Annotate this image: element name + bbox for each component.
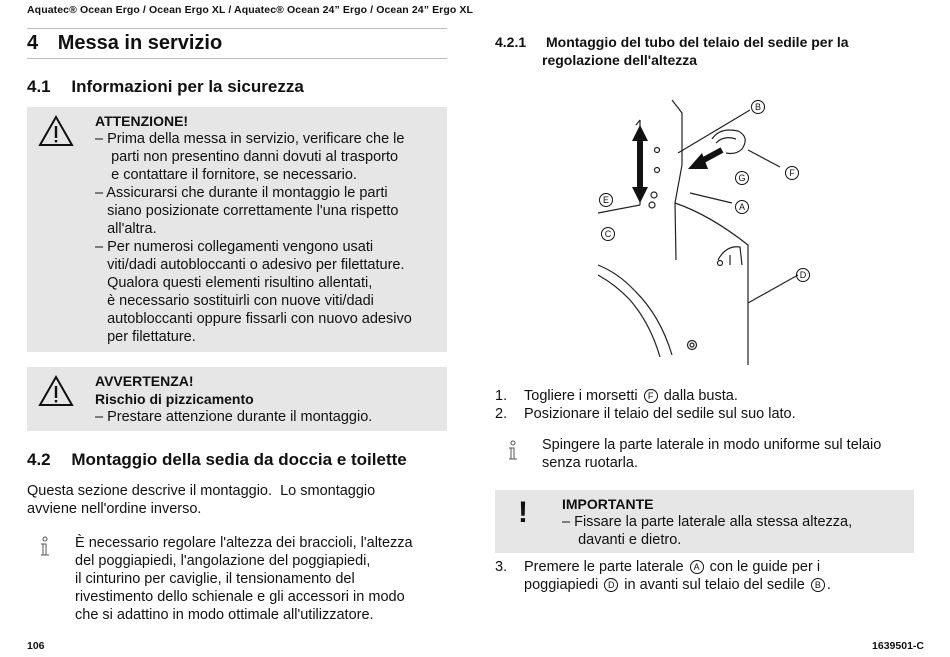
step-2-text: Posizionare il telaio del sedile sul suo lato.: [524, 406, 796, 422]
attenzione-title: ATTENZIONE!: [95, 113, 189, 129]
attenzione-line: autobloccanti oppure fissarli con nuovo adesivo: [95, 311, 412, 327]
importante-box: [495, 490, 914, 553]
subsection-title-line: regolazione dell'altezza: [542, 52, 698, 68]
exclamation-icon: !: [518, 496, 528, 529]
info-line: rivestimento dello schienale e gli accessori in modo: [75, 589, 405, 605]
ref-f: F: [644, 389, 658, 403]
intro-line: avviene nell'ordine inverso.: [27, 501, 202, 517]
section-4-1-heading: [27, 77, 304, 97]
info-line: È necessario regolare l'altezza dei braccioli, l'altezza: [75, 535, 413, 551]
info2-line: senza ruotarla.: [542, 455, 638, 471]
info-line: del poggiapiedi, l'angolazione del poggiapiedi,: [75, 553, 371, 569]
header-rule-left: [27, 28, 447, 29]
figure-label-b: B: [749, 98, 767, 116]
attenzione-box: [27, 107, 447, 352]
section-4-2-heading: [27, 450, 407, 470]
info-icon: [38, 536, 52, 558]
info-line: il cinturino per caviglie, il tensionamento del: [75, 571, 355, 587]
figure-label-c: C: [599, 225, 617, 243]
ref-d: D: [604, 578, 618, 592]
figure-label-g: G: [733, 169, 751, 187]
step-3-text-cont: poggiapiedi D in avanti sul telaio del sedile B .: [524, 577, 831, 593]
warning-triangle-icon: [38, 115, 74, 147]
document-id: 1639501-C: [872, 640, 924, 652]
ref-a: A: [690, 560, 704, 574]
step-1-text: Togliere i morsetti F dalla busta.: [524, 388, 738, 404]
section-title: Messa in servizio: [57, 32, 223, 54]
page-number: 106: [27, 640, 45, 652]
step-number: 1.: [495, 388, 508, 404]
attenzione-line: – Assicurarsi che durante il montaggio le parti: [95, 185, 388, 201]
section4-rule: [27, 58, 447, 59]
assembly-figure: [590, 95, 820, 375]
attenzione-line: viti/dadi autobloccanti o adesivo per filettature.: [95, 257, 405, 273]
avvertenza-line: – Prestare attenzione durante il montaggio.: [95, 409, 373, 425]
figure-label-d: D: [794, 266, 812, 284]
attenzione-line: – Prima della messa in servizio, verificare che le: [95, 131, 405, 147]
section-4-heading: [27, 32, 222, 55]
ref-b: B: [811, 578, 825, 592]
info2-line: Spingere la parte laterale in modo uniforme sul telaio: [542, 437, 882, 453]
avvertenza-title: AVVERTENZA!: [95, 373, 194, 389]
attenzione-line: per filettature.: [95, 329, 196, 345]
page-header: Aquatec® Ocean Ergo / Ocean Ergo XL / Aquatec® Ocean 24” Ergo / Ocean 24” Ergo XL: [27, 4, 474, 16]
step-number: 2.: [495, 406, 508, 422]
subsection-title-line: Montaggio del tubo del telaio del sedile per la: [546, 34, 849, 50]
attenzione-line: Qualora questi elementi risultino allentati,: [95, 275, 373, 291]
attenzione-line: e contattare il fornitore, se necessario.: [95, 167, 357, 183]
warning-triangle-icon: [38, 375, 74, 407]
info-line: che si adattino in modo ottimale all'utilizzatore.: [75, 607, 374, 623]
importante-line: – Fissare la parte laterale alla stessa altezza,: [562, 514, 853, 530]
intro-line: Questa sezione descrive il montaggio. Lo smontaggio: [27, 483, 376, 499]
attenzione-line: all'altra.: [95, 221, 157, 237]
figure-label-f: F: [783, 164, 801, 182]
section-title: Montaggio della sedia da doccia e toilette: [71, 450, 407, 469]
avvertenza-subtitle: Rischio di pizzicamento: [95, 391, 254, 407]
attenzione-line: è necessario sostituirli con nuove viti/dadi: [95, 293, 374, 309]
avvertenza-box: [27, 367, 447, 431]
info-icon: [506, 440, 520, 462]
figure-label-e: E: [597, 191, 615, 209]
attenzione-line: parti non presentino danni dovuti al trasporto: [95, 149, 399, 165]
section-title: Informazioni per la sicurezza: [71, 77, 304, 96]
section-number: 4: [27, 32, 39, 54]
step-3-text: Premere le parte laterale A con le guide per i: [524, 559, 821, 575]
attenzione-line: – Per numerosi collegamenti vengono usati: [95, 239, 374, 255]
figure-label-a: A: [733, 198, 751, 216]
section-number: 4.1: [27, 77, 51, 96]
subsection-4-2-1-number: 4.2.1: [495, 34, 527, 50]
section-number: 4.2: [27, 450, 51, 469]
importante-line: davanti e dietro.: [562, 532, 682, 548]
step-number: 3.: [495, 559, 508, 575]
attenzione-line: siano posizionate correttamente l'una rispetto: [95, 203, 399, 219]
importante-title: IMPORTANTE: [562, 496, 654, 512]
